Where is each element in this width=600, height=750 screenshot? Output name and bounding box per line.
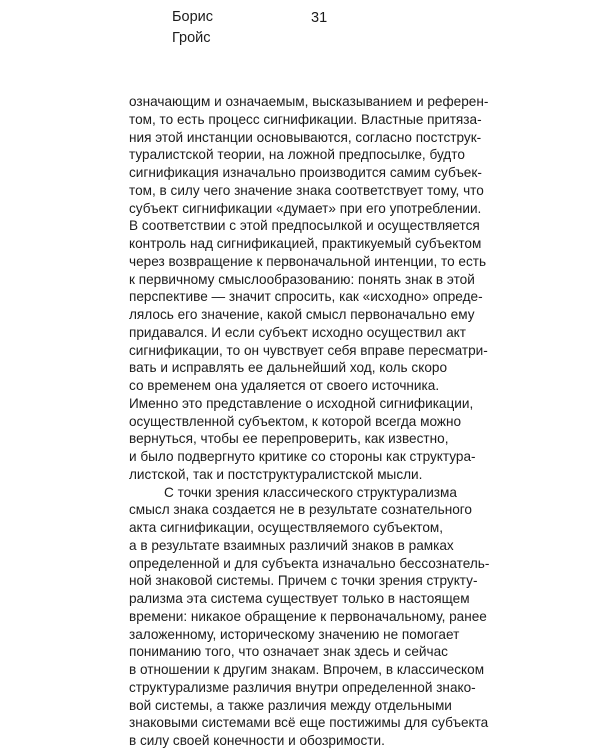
text-line: смысл знака создается не в результате сознательного [129,502,472,518]
text-line: вать и исправлять ее дальнейший ход, коль скоро [129,360,447,376]
text-line: осуществленной субъектом, к которой всегда можно [129,413,462,429]
text-line: со временем она удаляется от своего источника. [129,378,440,393]
text-line: означающим и означаемым, высказыванием и референ- [129,94,489,109]
text-line: ния этой инстанции основываются, согласно постструк- [129,129,482,145]
text-line: листской, так и постструктуралистской мысли. [129,466,423,482]
text-line: В соответствии с этой предпосылкой и осуществляется [129,218,480,234]
text-line: времени: никакое обращение к первоначальному, ранее [129,608,487,624]
text-line: том, то есть процесс сигнификации. Властные притяза- [129,111,482,127]
text-line: том, в силу чего значение знака соответствует тому, что [129,182,484,198]
text-line: сигнификация изначально производится самим субъек- [129,165,482,180]
text-line: акта сигнификации, осуществляемого субъектом, [129,520,444,535]
paragraph-first-line: С точки зрения классического структурализма [164,484,457,500]
text-line: придавался. И если субъект исходно осуществил акт [129,324,466,340]
author-last-name: Гройс [172,30,211,46]
page-number: 31 [311,10,328,26]
text-line: пониманию того, что означает знак здесь и сейчас [129,644,448,660]
author-first-name: Борис [172,9,213,25]
text-line: в отношении к другим знакам. Впрочем, в классическом [129,662,485,677]
text-line: заложенному, историческому значению не помогает [129,626,460,642]
text-line: туралистской теории, на ложной предпосылке, будто [129,147,465,163]
text-line: ной знаковой системы. Причем с точки зрения структу- [129,573,478,589]
text-line: Именно это представление о исходной сигнификации, [129,395,474,411]
text-line: и было подвергнуто критике со стороны как структура- [129,449,476,464]
body-text [129,93,519,750]
text-line: лялось его значение, какой смысл первоначально ему [129,307,475,322]
running-header-author [172,7,213,49]
text-line: знаковыми системами всё еще постижимы для субъекта [129,715,489,731]
text-line: к первичному смыслообразованию: понять знак в этой [129,271,475,287]
text-line: субъект сигнификации «думает» при его употреблении. [129,200,482,216]
text-line: определенной и для субъекта изначально бессознатель- [129,555,490,571]
text-line: перспективе — значит спросить, как «исходно» опреде- [129,289,483,305]
text-line: а в результате взаимных различий знаков в рамках [129,537,454,553]
text-line: структурализме различия внутри определенной знако- [129,679,476,695]
text-line: вернуться, чтобы ее перепроверить, как известно, [129,431,449,447]
text-line: вой системы, а также различия между отдельными [129,697,452,713]
text-line: в силу своей конечности и обозримости. [129,733,385,748]
text-line: через возвращение к первоначальной интенции, то есть [129,253,487,269]
text-line: рализма эта система существует только в настоящем [129,591,470,606]
text-line: контроль над сигнификацией, практикуемый субъектом [129,236,482,251]
text-line: сигнификации, то он чувствует себя вправе пересматри- [129,342,488,358]
